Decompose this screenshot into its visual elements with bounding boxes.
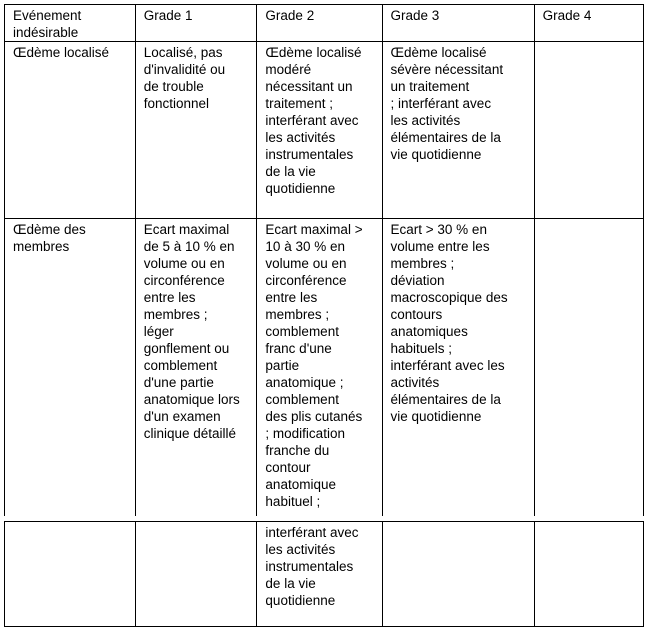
cell-text-line: circonférence: [265, 273, 347, 288]
cell-text-line: membres ;: [143, 307, 208, 322]
cell-text-line: anatomique lors: [143, 392, 240, 407]
cell-text-line: fonctionnel: [143, 96, 210, 111]
cell-text-line: Ecart maximal: [143, 222, 230, 237]
cell-text-line: déviation: [390, 273, 445, 288]
grade2-cell: [257, 42, 382, 219]
cell-text-line: de la vie: [265, 164, 316, 179]
cell-text-line: comblement: [265, 392, 339, 407]
cell-text-line: franc d'une: [265, 341, 332, 356]
cell-text-line: instrumentales: [265, 147, 354, 162]
cell-text-line: quotidienne: [265, 593, 336, 608]
cell-text-line: élémentaires de la: [390, 130, 501, 145]
grade3-cell: [382, 42, 534, 219]
cell-text-line: un traitement: [390, 79, 470, 94]
grade4-cell: [534, 42, 643, 219]
cell-text-line: élémentaires de la: [390, 392, 501, 407]
cell-text-line: des plis cutanés: [265, 409, 363, 424]
grade2-cell: [257, 219, 382, 517]
header-grade4-cell: Grade 4: [534, 5, 643, 42]
cell-text-line: interférant avec: [265, 525, 359, 540]
header-grade1-cell: Grade 1: [135, 5, 257, 42]
cell-text-line: activités: [390, 375, 440, 390]
cell-text-line: membres: [13, 239, 70, 254]
header-grade3-cell: Grade 3: [382, 5, 534, 42]
cell-text-line: ; modification: [265, 426, 345, 441]
cell-text-line: membres ;: [390, 256, 455, 271]
cell-text-line: comblement: [143, 358, 218, 373]
grade4-cell: [534, 219, 643, 517]
cell-text-line: membres ;: [265, 307, 330, 322]
cell-text-line: habituels ;: [390, 341, 453, 356]
continuation-table: [4, 521, 644, 627]
grade3-cell: [382, 219, 534, 517]
cell-text-line: Œdème localisé: [13, 45, 110, 60]
cell-text-line: Ecart maximal >: [265, 222, 363, 237]
event-cell: [5, 219, 136, 517]
cell-text-line: d'un examen: [143, 409, 221, 424]
grade1-cell: [135, 522, 257, 627]
cell-text-line: entre les: [143, 290, 196, 305]
cell-text-line: anatomique: [265, 477, 336, 492]
grade1-cell: [135, 42, 257, 219]
cell-text-line: contours: [390, 307, 443, 322]
header-event-line-1: Evénement: [13, 8, 82, 23]
continuation-row: [5, 522, 644, 627]
table-row: [5, 42, 644, 219]
cell-text-line: interférant avec les: [390, 358, 505, 373]
grade4-cell: [534, 522, 643, 627]
cell-text-line: sévère nécessitant: [390, 62, 504, 77]
grade2-cell: [257, 522, 382, 627]
cell-text-line: anatomiques: [390, 324, 468, 339]
cell-text-line: gonflement ou: [143, 341, 230, 356]
event-cell: [5, 522, 136, 627]
event-cell: [5, 42, 136, 219]
cell-text-line: de 5 à 10 % en: [143, 239, 235, 254]
cell-text-line: volume entre les: [390, 239, 490, 254]
cell-text-line: Œdème localisé: [265, 45, 362, 60]
cell-text-line: les activités: [265, 542, 336, 557]
cell-text-line: circonférence: [143, 273, 225, 288]
cell-text-line: habituel ;: [265, 494, 321, 509]
adverse-event-grade-table: [4, 4, 644, 517]
cell-text-line: contour: [265, 460, 311, 475]
cell-text-line: Œdème des: [13, 222, 86, 237]
cell-text-line: comblement: [265, 324, 339, 339]
cell-text-line: entre les: [265, 290, 318, 305]
cell-text-line: d'une partie: [143, 375, 214, 390]
cell-text-line: de trouble: [143, 79, 204, 94]
cell-text-line: 10 à 30 % en: [265, 239, 345, 254]
cell-text-line: léger: [143, 324, 174, 339]
cell-text-line: volume ou en: [143, 256, 225, 271]
header-grade2-cell: Grade 2: [257, 5, 382, 42]
cell-text-line: quotidienne: [265, 181, 336, 196]
table-row: [5, 219, 644, 517]
cell-text-line: de la vie: [265, 576, 316, 591]
cell-text-line: modéré: [265, 62, 312, 77]
cell-text-line: clinique détaillé: [143, 426, 237, 441]
cell-text-line: interférant avec: [265, 113, 359, 128]
cell-text-line: Ecart > 30 % en: [390, 222, 487, 237]
grade1-cell: [135, 219, 257, 517]
cell-text-line: partie: [265, 358, 300, 373]
cell-text-line: les activités: [265, 130, 336, 145]
cell-text-line: Œdème localisé: [390, 45, 487, 60]
header-event-line-2: indésirable: [13, 25, 79, 40]
grade3-cell: [382, 522, 534, 627]
cell-text-line: traitement ;: [265, 96, 333, 111]
header-event-cell: [5, 5, 136, 42]
page-break-gap: [0, 516, 650, 520]
cell-text-line: vie quotidienne: [390, 409, 482, 424]
cell-text-line: macroscopique des: [390, 290, 508, 305]
cell-text-line: nécessitant un: [265, 79, 353, 94]
cell-text-line: instrumentales: [265, 559, 354, 574]
cell-text-line: Localisé, pas: [143, 45, 223, 60]
cell-text-line: les activités: [390, 113, 461, 128]
cell-text-line: vie quotidienne: [390, 147, 482, 162]
header-row: [5, 5, 644, 42]
cell-text-line: franche du: [265, 443, 330, 458]
cell-text-line: volume ou en: [265, 256, 347, 271]
cell-text-line: ; interférant avec: [390, 96, 492, 111]
cell-text-line: d'invalidité ou: [143, 62, 226, 77]
cell-text-line: anatomique ;: [265, 375, 344, 390]
